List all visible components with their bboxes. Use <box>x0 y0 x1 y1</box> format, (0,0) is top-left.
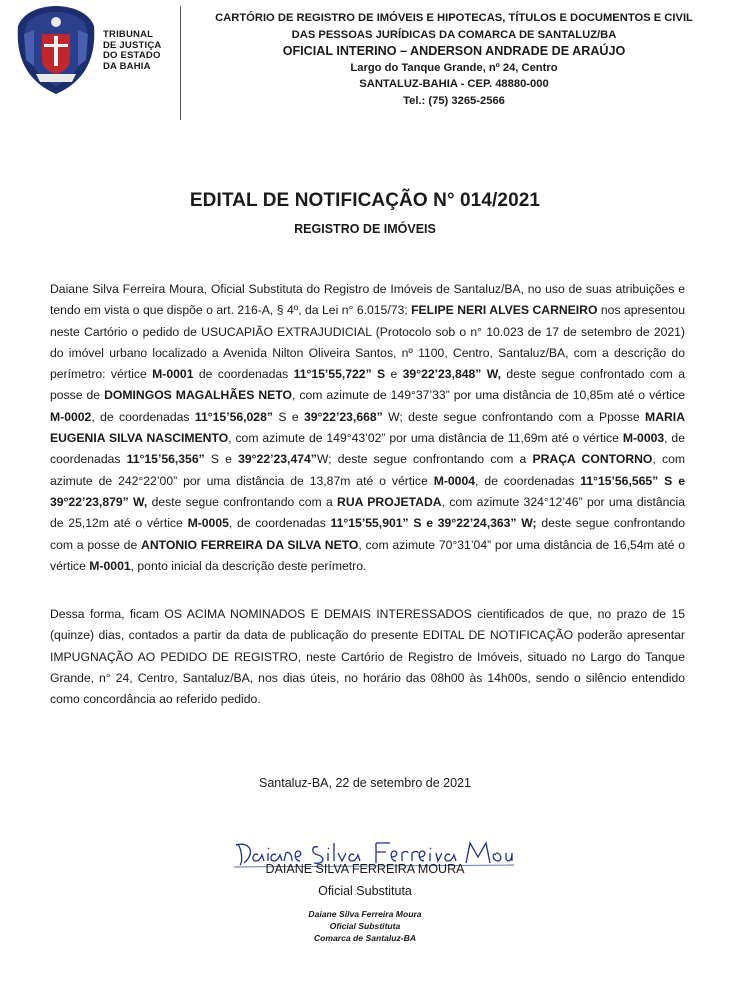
text-run: nos apresentou neste Cartório o pedido de USUCAPIÃO EXTRAJUDICIAL (Protocolo sob o n° 10.023 de 17 de setembro de 2021) do imóvel urbano localizado a Avenida Nilton Oliveira Santos, nº 1100, Centro, Santaluz/BA, com a descrição do perímetro: vértice <box>50 303 685 382</box>
text-run: , com azimute de 149°43’02” por uma distância de 11,69m até o vértice <box>228 431 623 446</box>
office-phone-line: Tel.: (75) 3265-2566 <box>403 94 505 107</box>
court-seal-icon <box>14 4 98 96</box>
text-run: , de coordenadas <box>91 409 195 424</box>
emphasized-text: PRAÇA CONTORNO <box>532 452 653 467</box>
text-run: , de coordenadas <box>50 431 685 467</box>
tribunal-line: TRIBUNAL <box>103 29 154 40</box>
stamp-line: Daiane Silva Ferreira Moura <box>308 909 422 919</box>
text-run: de coordenadas <box>193 367 294 382</box>
emphasized-text: RUA PROJETADA <box>337 494 442 509</box>
stamp-line: Oficial Substituta <box>329 921 401 931</box>
text-run: W; deste segue confrontando com a <box>316 452 533 467</box>
stamp-line: Comarca de Santaluz-BA <box>313 933 417 943</box>
office-officer-line: OFICIAL INTERINO – ANDERSON ANDRADE DE ARAÚJO <box>282 44 626 58</box>
document-date: Santaluz-BA, 22 de setembro de 2021 <box>259 776 471 790</box>
notice-paragraph-perimeter <box>50 279 685 577</box>
notice-paragraph-deadline: Dessa forma, ficam OS ACIMA NOMINADOS E DEMAIS INTERESSADOS cientificados de que, no prazo de 15 (quinze) dias, contados a partir da data de publicação do presente EDITAL DE NOTIFICAÇÃO poderão apresentar IMPUGNAÇÃO AO PEDIDO DE REGISTRO, neste Cartório de Registro de Imóveis, situado no Largo do Tanque Grande, n° 24, Centro, Santaluz/BA, nos dias úteis, no horário das 08h00 às 14h00s, sendo o silêncio entendido como concordância ao referido pedido. <box>50 607 685 707</box>
text-run: deste segue confrontando com a <box>147 494 338 509</box>
emphasized-text: DOMINGOS MAGALHÃES NETO <box>104 388 292 403</box>
text-run: , com azimute 324°12’46” por uma distância de 25,12m até o vértice <box>50 494 685 531</box>
official-stamp <box>0 908 730 944</box>
emphasized-text: 11°15’55,901” S e 39°22’24,363” W; <box>330 516 537 531</box>
tribunal-line: DE JUSTIÇA <box>103 39 162 51</box>
document-title: EDITAL DE NOTIFICAÇÃO N° 014/2021 <box>189 190 541 211</box>
tribunal-line: DO ESTADO <box>103 50 161 61</box>
text-run: , de coordenadas <box>475 473 581 488</box>
emphasized-text: 39°22’23,474” <box>238 452 317 467</box>
emphasized-text: 11°15’56,028” <box>194 409 273 424</box>
emphasized-text: M-0001 <box>89 558 131 573</box>
text-run: , de coordenadas <box>228 516 331 531</box>
signatory-name: DAIANE SILVA FERREIRA MOURA <box>265 862 465 876</box>
text-run: e <box>385 367 403 382</box>
text-run: S e <box>272 409 304 424</box>
emphasized-text: FELIPE NERI ALVES CARNEIRO <box>411 303 598 318</box>
emphasized-text: M-0004 <box>433 473 476 488</box>
text-run: , com azimute de 149°37’33” por uma distância de 10,85m até o vértice <box>291 388 685 403</box>
text-run: deste segue confrontado com a posse de <box>50 367 685 403</box>
office-line: CARTÓRIO DE REGISTRO DE IMÓVEIS E HIPOTECAS, TÍTULOS E DOCUMENTOS E CIVIL <box>215 12 693 24</box>
emphasized-text: 39°22’23,668” <box>304 409 383 424</box>
text-run: , com azimute de 242°22’00” por uma distância de 13,87m até o vértice <box>50 452 685 488</box>
emphasized-text: M-0003 <box>622 431 665 446</box>
emphasized-text: M-0001 <box>152 367 194 382</box>
tribunal-line: DA BAHIA <box>103 60 151 72</box>
emphasized-text: 39°22’23,848” W, <box>402 367 501 382</box>
office-city-line: SANTALUZ-BAHIA - CEP. 48880-000 <box>359 78 549 90</box>
signatory-role: Oficial Substituta <box>318 884 412 898</box>
emphasized-text: ANTONIO FERREIRA DA SILVA NETO <box>141 537 359 552</box>
emphasized-text: 11°15’56,356” <box>126 452 205 467</box>
emphasized-text: M-0005 <box>187 516 229 531</box>
emphasized-text: M-0002 <box>50 409 92 424</box>
registry-office-info <box>186 10 722 109</box>
text-run: W; deste segue confrontando com a Pposse <box>382 409 646 424</box>
text-run: Daiane Silva Ferreira Moura, Oficial Substituta do Registro de Imóveis de Santaluz/BA, no uso de suas atribuições e tendo em vista o que dispõe o art. 216-A, § 4º, da Lei n° 6.015/73; <box>50 282 685 318</box>
tribunal-name <box>103 30 183 72</box>
emphasized-text: MARIA EUGENIA SILVA NASCIMENTO <box>50 409 685 446</box>
emphasized-text: 11°15’56,565” S e 39°22’23,879” W, <box>50 473 686 509</box>
text-run: , ponto inicial da descrição deste perímetro. <box>130 558 367 573</box>
text-run: deste segue confrontando com a posse de <box>50 516 685 552</box>
letterhead <box>0 0 730 125</box>
office-address-line: Largo do Tanque Grande, nº 24, Centro <box>350 61 558 74</box>
office-line: DAS PESSOAS JURÍDICAS DA COMARCA DE SANTALUZ/BA <box>291 28 617 41</box>
text-run: S e <box>204 452 239 467</box>
header-divider <box>180 6 181 120</box>
text-run: , com azimute 70°31’04” por uma distância de 16,54m até o vértice <box>50 537 685 573</box>
document-subtitle: REGISTRO DE IMÓVEIS <box>294 222 436 236</box>
emphasized-text: 11°15’55,722” S <box>293 367 386 382</box>
